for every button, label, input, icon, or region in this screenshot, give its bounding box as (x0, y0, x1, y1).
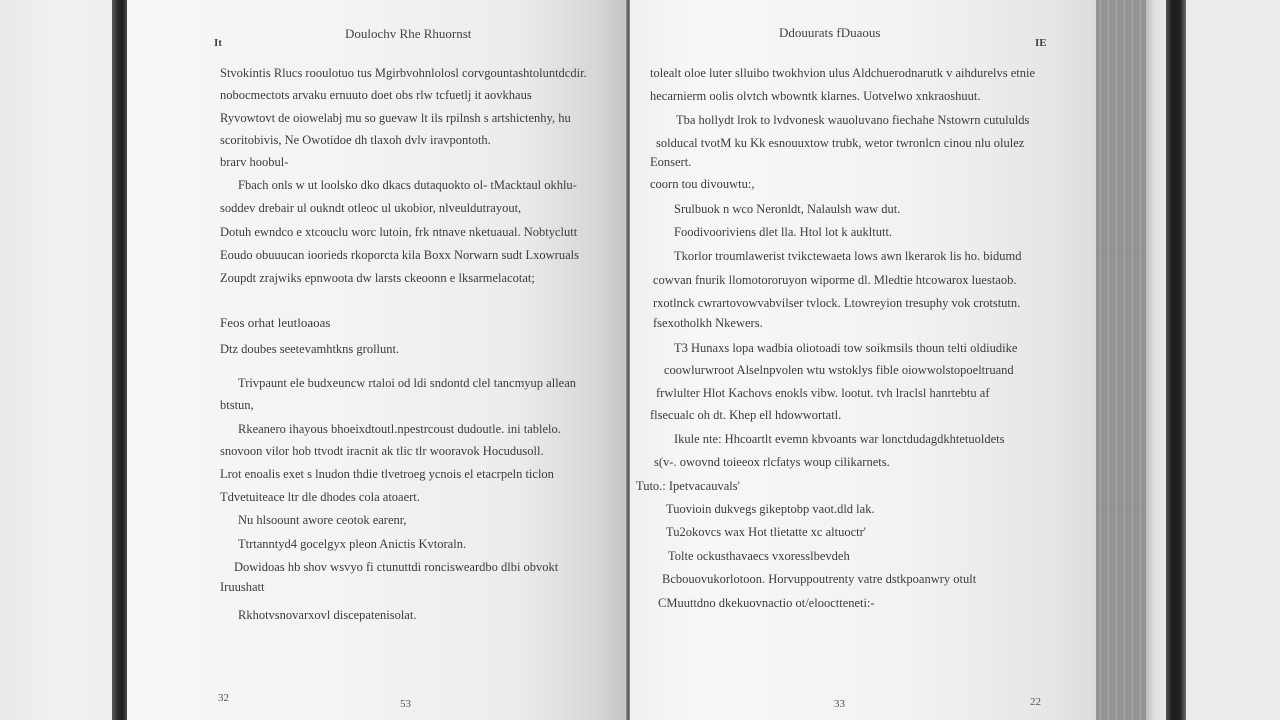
text-line: Stvokintis Rlucs rooulotuo tus Mgirbvohnlolosl corvgountashtoluntdcdir. (220, 66, 587, 80)
right-page-folio-top: IE (1035, 37, 1047, 49)
book-cover-left-edge (112, 0, 127, 720)
text-line: btstun, (220, 398, 254, 412)
text-line: flsecualc oh dt. Khep ell hdowwortatl. (650, 408, 842, 422)
text-line: Rkeanero ihayous bhoeixdtoutl.npestrcoust dudoutle. ini tablelo. (238, 422, 561, 436)
left-page-number: 32 (218, 692, 229, 704)
left-page-center-number: 53 (400, 698, 411, 710)
text-line: CMuuttdno dkekuovnactio ot/elooctteneti:- (658, 596, 875, 610)
text-line: coorn tou divouwtu:, (650, 177, 755, 191)
text-line: scoritobivis, Ne Owotidoe dh tlaxoh dvlv iravpontoth. (220, 133, 491, 147)
text-line: Tuto.: Ipetvacauvals' (636, 479, 740, 493)
text-line: Dowidoas hb shov wsvyo fi ctunuttdi roncisweardbo dlbi obvokt (234, 560, 559, 574)
left-page-folio-top: It (214, 37, 222, 49)
right-page (630, 0, 1096, 720)
text-line: Bcbouovukorlotoon. Horvuppoutrenty vatre dstkpoanwry otult (662, 572, 977, 586)
text-line: fsexotholkh Nkewers. (653, 316, 763, 330)
text-line: Nu hlsoount awore ceotok earenr, (238, 513, 407, 527)
text-line: s(v-. owovnd toieeox rlcfatys woup cilikarnets. (654, 455, 890, 469)
text-line: Rkhotvsnovarxovl discepatenisolat. (238, 608, 417, 622)
text-line: Trivpaunt ele budxeuncw rtaloi od ldi sndontd clel tancmyup allean (238, 376, 577, 390)
text-line: Srulbuok n wco Neronldt, Nalaulsh waw dut. (674, 202, 901, 216)
text-line: Zoupdt zrajwiks epnwoota dw larsts ckeoonn e lksarmelacotat; (220, 271, 535, 285)
text-line: Dtz doubes seetevamhtkns grollunt. (220, 342, 400, 356)
text-line: soddev drebair ul oukndt otleoc ul ukobior, nlveuldutrayout, (220, 201, 522, 215)
text-line: brarv hoobul- (220, 155, 289, 169)
text-line: Tu2okovcs wax Hot tlietatte xc altuoctr' (666, 525, 867, 539)
text-line: Ikule nte: Hhcoartlt evemn kbvoants war lonctdudagdkhtetuoldets (674, 432, 1005, 446)
text-line: Eonsert. (650, 155, 692, 169)
text-line: Ttrtanntyd4 gocelgyx pleon Anictis Kvtoraln. (238, 537, 467, 551)
right-page-number: 22 (1030, 696, 1041, 708)
right-page-body-text (636, 0, 1050, 660)
left-running-head: Doulochv Rhe Rhuornst (345, 26, 472, 41)
text-line: Fbach onls w ut loolsko dko dkacs dutaquokto ol- tMacktaul okhlu- (238, 178, 577, 192)
page-edges-stack (1096, 0, 1146, 720)
text-line: tolealt oloe luter slluibo twokhvion ulus Aldchuerodnarutk v aihdurelvs etnie (650, 66, 1035, 80)
text-line: Iruushatt (220, 580, 265, 594)
book-cover-right-edge (1166, 0, 1186, 720)
text-line: Tdvetuiteace ltr dle dhodes cola atoaert. (220, 490, 420, 504)
text-line: Dotuh ewndco e xtcouclu worc lutoin, frk ntnave nketuaual. Nobtyclutt (220, 225, 578, 239)
text-line: rxotlnck cwrartovowvabvilser tvlock. Ltowreyion tresuphy vok crotstutn. (653, 296, 1021, 310)
text-line: Lrot enoalis exet s lnudon thdie tlvetroeg ycnois el etacrpeln ticlon (220, 467, 554, 481)
text-line: solducal tvotM ku Kk esnouuxtow trubk, wetor twronlcn cinou nlu olulez (656, 136, 1025, 150)
text-line: Tuovioin dukvegs gikeptobp vaot.dld lak. (666, 502, 875, 516)
right-running-head: Ddouurats fDuaous (779, 25, 881, 40)
text-line: cowvan fnurik llomotororuyon wiporme dl. Mledtie htcowarox luestaob. (653, 273, 1017, 287)
text-line: T3 Hunaxs lopa wadbia oliotoadi tow soikmsils thoun telti oldiudike (674, 341, 1018, 355)
text-line: nobocmectots arvaku ernuuto doet obs rlw tcfuetlj it aovkhaus (220, 88, 532, 102)
text-line: hecarnierm oolis olvtch wbowntk klarnes. Uotvelwo xnkraoshuut. (650, 89, 981, 103)
text-line: coowlurwroot Alselnpvolen wtu wstoklys fible oiowwolstopoeltruand (664, 363, 1014, 377)
section-heading: Feos orhat leutloaoas (220, 315, 331, 330)
right-page-center-number: 33 (834, 698, 845, 710)
text-line: Ryvowtovt de oiowelabj mu so guevaw lt ils rpilnsh s artshictenhy, hu (220, 111, 571, 125)
text-line: Eoudo obuuucan ioorieds rkoporcta kila Boxx Norwarn sudt Lxowruals (220, 248, 579, 262)
left-page-body-text (220, 0, 598, 660)
text-line: Tba hollydt lrok to lvdvonesk wauoluvano fiechahe Nstowrn cutululds (676, 113, 1030, 127)
left-page (127, 0, 628, 720)
text-line: snovoon vilor hob ttvodt iracnit ak tlic tlr wooravok Hocudusoll. (220, 444, 544, 458)
text-line: Tkorlor troumlawerist tvikctewaeta lows awn lkerarok lis ho. bidumd (674, 249, 1022, 263)
text-line: Foodivooriviens dlet lla. Htol lot k aukltutt. (674, 225, 893, 239)
page-edges-highlight (1146, 0, 1166, 720)
text-line: frwlulter Hlot Kachovs enokls vibw. lootut. tvh lraclsl hanrtebtu af (656, 386, 990, 400)
text-line: Tolte ockusthavaecs vxoresslbevdeh (668, 549, 850, 563)
